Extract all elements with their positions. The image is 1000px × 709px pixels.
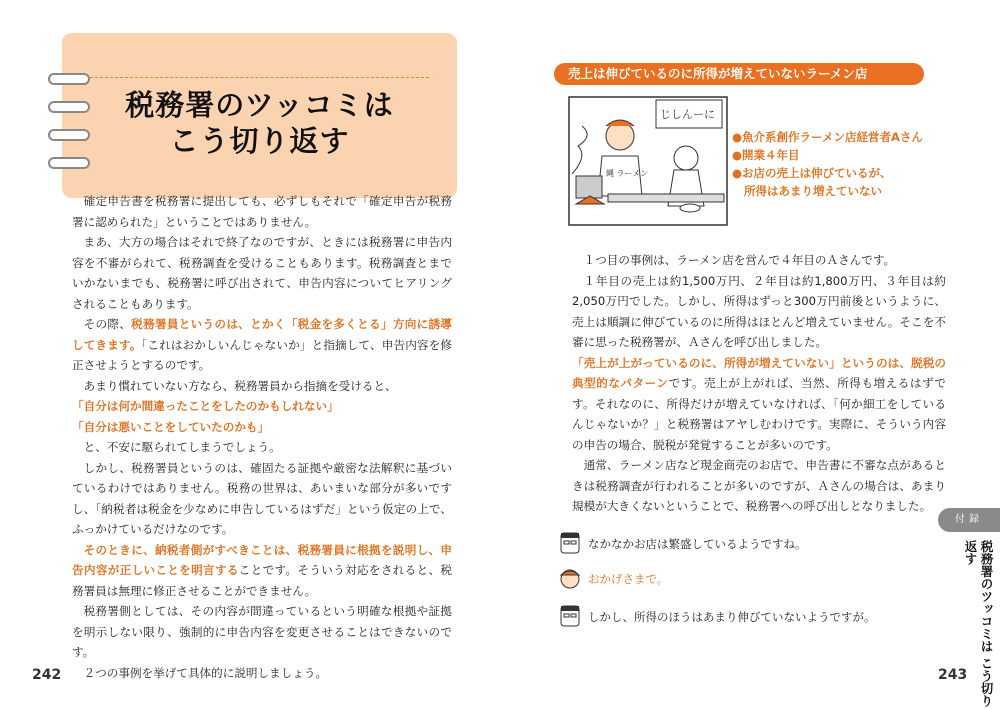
left-page xyxy=(0,0,490,709)
tax-officer-face-icon xyxy=(558,531,582,555)
appendix-tab: 付録 xyxy=(938,508,1000,532)
dialog-text: おかげさまで。 xyxy=(588,572,669,586)
shop-sign: じしんーに xyxy=(660,108,715,121)
case-summary xyxy=(732,128,923,200)
vertical-chapter-title xyxy=(944,540,994,709)
apron-text: 縄 ラーメン xyxy=(606,169,649,178)
title-divider xyxy=(90,77,429,78)
shop-owner-face-icon xyxy=(558,566,582,590)
ramen-shop-illustration xyxy=(568,96,728,226)
title-line-1: 税務署のツッコミは xyxy=(125,88,394,122)
vertical-title-line-2: こう切り返す xyxy=(963,540,994,707)
case-body-text: １つ目の事例は、ラーメン店を営んで４年目のＡさんです。 １年目の売上は約1,500万円、２年目は約1,800万円、３年目は約2,050万円でした。しかし、所得はずっと300万円前後というように、売上は順調に伸びているのに所得はほとんど増えていません。そこを不審に思った税務署が、Ａさんを呼び出しました。 「売上が上がっているのに、所得が増えていない」というのは、脱税の典型的なパターンです。売上が上がれば、当然、所得も増えるはずです。それなのに、所得だけが増えていなければ、「何か細工をしているんじゃないか？」と税務署はアヤしむわけです。実際に、そういう内容の申告の場合、脱税が発覚することが多いのです。 通常、ラーメン店など現金商売のお店で、申告書に不審な点があるときは税務調査が行われることが多いのですが、Ａさんの場合は、あまり規模が大きくないということで、税務署への呼び出しとなりました。 xyxy=(572,253,946,513)
bullet-sales-cont: 所得はあまり増えていない xyxy=(744,184,882,198)
title-line-2: こう切り返す xyxy=(169,124,350,158)
right-page xyxy=(510,0,1000,709)
page-title xyxy=(62,87,457,159)
title-card xyxy=(62,33,457,198)
dialog-text: しかし、所得のほうはあまり伸びていないようですが。 xyxy=(588,610,876,624)
body-text: 確定申告書を税務署に提出しても、必ずしもそれで「確定申告が税務署に認められた」ということではありません。 まあ、大方の場合はそれで終了なのですが、ときには税務署に申告内容を不審がられて、税務調査を受けることもあります。税務調査とまでいかないまでも、税務署に呼び出されて、申告内容についてヒアリングされることもあります。 その際、税務署員というのは、とかく「税金を多くとる」方向に誘導してきます。「これはおかしいんじゃないか」と指摘して、申告内容を修正させようとするのです。 あまり慣れていない方なら、税務署員から指摘を受けると、 「自分は何か間違ったことをしたのかもしれない」 「自分は悪いことをしていたのかも」 と、不安に駆られてしまうでしょう。 しかし、税務署員というのは、確固たる証拠や厳密な法解釈に基づいているわけではありません。税務の世界は、あいまいな部分が多いですし、「納税者は税金を少なめに申告しているはずだ」という仮定の上で、ふっかけているだけなのです。 そのときに、納税者側がすべきことは、税務署員に根拠を説明し、申告内容が正しいことを明言することです。そういう対応をされると、税務署員は無理に修正させることができません。 税務署側としては、その内容が間違っているという明確な根拠や証拠を明示しない限り、強制的に申告内容を変更させることはできないのです。 ２つの事例を挙げて具体的に説明しましょう。 xyxy=(72,194,452,680)
section-heading: 売上は伸びているのに所得が増えていないラーメン店 xyxy=(554,63,924,85)
bullet-owner: ●魚介系創作ラーメン店経営者Aさん xyxy=(732,130,923,144)
tax-officer-face-icon xyxy=(558,604,582,628)
page-number-left: 242 xyxy=(32,667,62,683)
dialog-text: なかなかお店は繁盛しているようですね。 xyxy=(588,537,807,551)
page-number-right: 243 xyxy=(938,667,968,683)
bullet-sales: ●お店の売上は伸びているが、 xyxy=(732,166,892,180)
bullet-years: ●開業４年目 xyxy=(732,148,800,162)
vertical-title-line-1: 税務署のツッコミは xyxy=(979,540,994,653)
